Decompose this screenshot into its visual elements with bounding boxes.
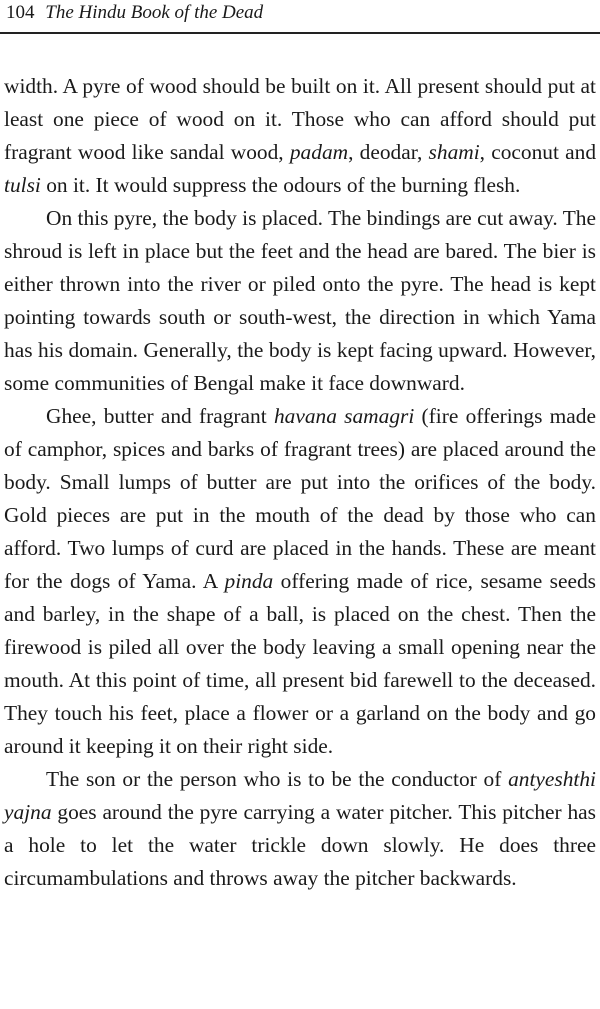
paragraph-span: On this pyre, the body is placed. The bindings are cut away. The shroud is left in place but the feet and the head are bared. The bier is either thrown into the river or piled onto the pyre. The head is kept pointing towards south or south-west, the direction in which Yama has his domain. Generally, the body is kept facing upward. However, some communities of Bengal make it face downward. xyxy=(4,206,596,395)
italic-term-pinda: pinda xyxy=(224,569,274,593)
italic-term-havana-samagri: havana samagri xyxy=(273,404,415,428)
paragraph-span: on it. It would suppress the odours of the burning flesh. xyxy=(40,173,521,197)
book-title: The Hindu Book of the Dead xyxy=(45,2,264,23)
italic-term-padam: padam xyxy=(289,140,349,164)
header-rule xyxy=(0,32,600,34)
running-head xyxy=(6,0,263,26)
italic-term-tulsi: tulsi xyxy=(4,173,41,197)
paragraph-span: offering made of rice, sesame seeds and barley, in the shape of a ball, is placed on the chest. Then the firewood is piled all over the body leaving a small opening near the mouth. At this point of time, all present bid farewell to the deceased. They touch his feet, place a flower or a garland on the body and go around it keeping it on their right side. xyxy=(4,569,596,758)
paragraph-span: The son or the person who is to be the conductor of xyxy=(46,767,509,791)
paragraph-span: goes around the pyre carrying a water pitcher. This pitcher has a hole to let the water trickle down slowly. He does three circumambulations and throws away the pitcher backwards. xyxy=(4,800,596,890)
italic-term-antyeshthi-yajna: antyeshthi yajna xyxy=(4,767,596,824)
paragraph-span: width. A pyre of wood should be built on it. All present should put at least one piece of wood on it. Those who can afford should put fragrant wood like sandal wood, xyxy=(4,74,596,164)
paragraph-2 xyxy=(4,202,596,400)
body-text xyxy=(4,70,596,895)
italic-term-shami: shami xyxy=(428,140,480,164)
paragraph-1 xyxy=(4,70,596,202)
paragraph-span: , deodar, xyxy=(348,140,429,164)
paragraph-4 xyxy=(4,763,596,895)
page-number: 104 xyxy=(6,2,35,23)
paragraph-span: (fire offerings made of camphor, spices and barks of fragrant trees) are placed around the body. Small lumps of butter are put into the orifices of the body. Gold pieces are put in the mouth of the dead by those who can afford. Two lumps of curd are placed in the hands. These are meant for the dogs of Yama. A xyxy=(4,404,596,593)
paragraph-span: , coconut and xyxy=(479,140,597,164)
paragraph-3 xyxy=(4,400,596,763)
paragraph-span: Ghee, butter and fragrant xyxy=(46,404,274,428)
